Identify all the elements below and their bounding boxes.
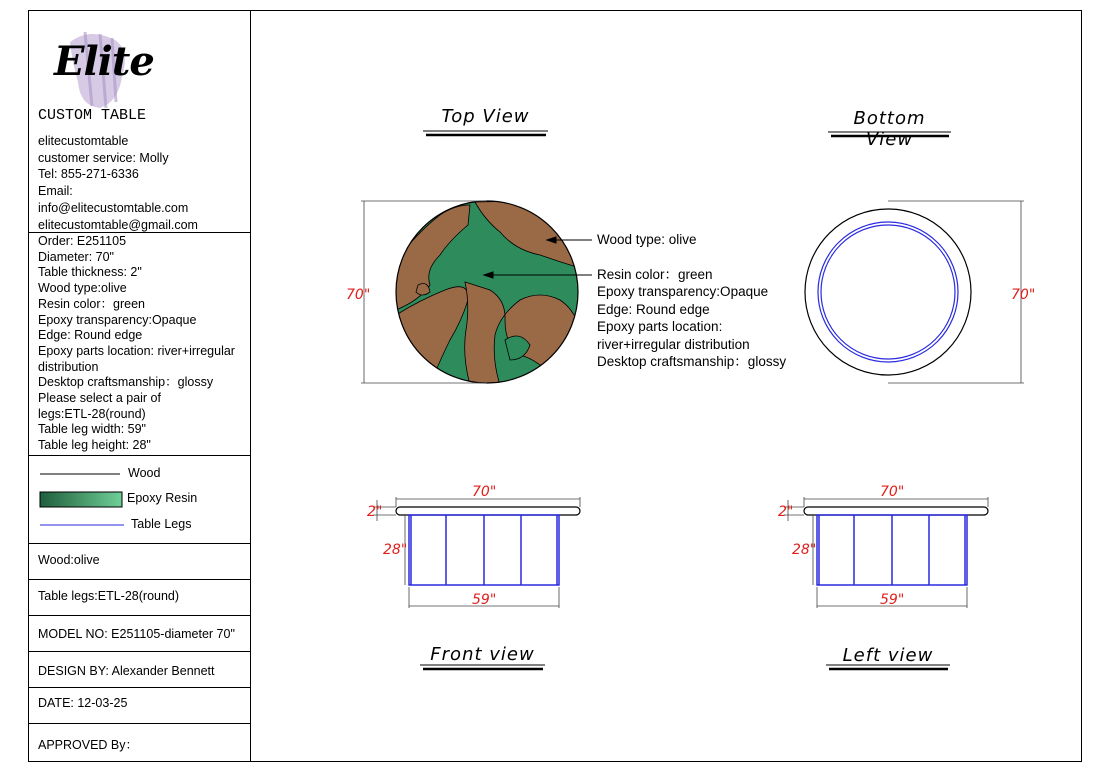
spec-line: Wood type:olive (38, 281, 127, 296)
callout-line: river+irregular distribution (597, 336, 750, 352)
tabletop-side (804, 507, 988, 515)
spec-line: Order: E251105 (38, 234, 127, 248)
left-thickness-label: 2" (778, 504, 794, 520)
left-top-width-label: 70" (880, 484, 905, 500)
callout-wood: Wood type: olive (597, 232, 697, 247)
legs-row: Table legs:ETL-28(round) (38, 589, 180, 603)
contact-line: info@elitecustomtable.com (38, 200, 189, 215)
logo-subtitle: CUSTOM TABLE (38, 107, 147, 124)
design-row: DESIGN BY: Alexander Bennett (38, 664, 215, 678)
table-legs (409, 515, 559, 585)
legend-resin-label: Epoxy Resin (127, 491, 198, 505)
wood-row: Wood:olive (38, 553, 100, 567)
contact-line: elitecustomtable (38, 134, 129, 148)
leg-ring-outer (818, 222, 958, 362)
left-leg-width-label: 59" (880, 592, 905, 608)
top-view-tabletop (396, 200, 580, 385)
table-legs (817, 515, 967, 585)
top-diameter-label: 70" (346, 287, 371, 303)
spec-line: distribution (38, 359, 99, 374)
bottom-view (805, 209, 971, 375)
tabletop-side (396, 507, 580, 515)
callout-line: Epoxy parts location: (597, 319, 723, 335)
tabletop-outline (805, 209, 971, 375)
bottom-diameter-label: 70" (1011, 287, 1036, 303)
front-thickness-label: 2" (367, 504, 383, 520)
spec-line: Epoxy transparency:Opaque (38, 312, 197, 327)
leg-ring-inner (821, 225, 955, 359)
left-view-title: Left view (842, 645, 934, 666)
logo-text: Elite (54, 38, 154, 85)
date-row: DATE: 12-03-25 (38, 696, 128, 710)
contact-line: Email: (38, 184, 73, 199)
spec-line: Epoxy parts location: river+irregular (38, 343, 235, 358)
spec-line: Table thickness: 2" (38, 265, 142, 280)
top-view-title: Top View (441, 106, 530, 127)
front-leg-width-label: 59" (472, 592, 497, 608)
front-leg-height-label: 28" (383, 542, 408, 558)
callout-line: Epoxy transparency:Opaque (597, 284, 769, 300)
callout-resin (597, 266, 786, 370)
front-top-width-label: 70" (472, 484, 497, 500)
bottom-view-title: Bottom View (853, 108, 926, 150)
callout-line: Desktop craftsmanship：glossy (597, 354, 787, 370)
spec-line: Edge: Round edge (38, 328, 143, 343)
spec-line: Resin color：green (38, 296, 145, 311)
left-leg-height-label: 28" (792, 542, 817, 558)
spec-line: Table leg height: 28" (38, 438, 151, 453)
contact-line: customer service: Molly (38, 150, 169, 165)
legend-legs-label: Table Legs (131, 517, 192, 531)
spec-line: Desktop craftsmanship：glossy (38, 375, 214, 390)
front-view-title: Front view (430, 644, 535, 665)
spec-line: Please select a pair of (38, 391, 161, 406)
spec-line: legs:ETL-28(round) (38, 406, 146, 421)
contact-line: elitecustomtable@gmail.com (38, 217, 198, 232)
spec-line: Diameter: 70" (38, 249, 114, 264)
legend-wood-label: Wood (128, 466, 161, 480)
model-row: MODEL NO: E251105-diameter 70" (38, 627, 235, 641)
contact-line: Tel: 855-271-6336 (38, 167, 139, 182)
callout-line: Edge: Round edge (597, 301, 710, 317)
callout-line: Resin color：green (597, 267, 713, 282)
approved-row: APPROVED By： (38, 738, 139, 752)
spec-line: Table leg width: 59" (38, 422, 146, 437)
